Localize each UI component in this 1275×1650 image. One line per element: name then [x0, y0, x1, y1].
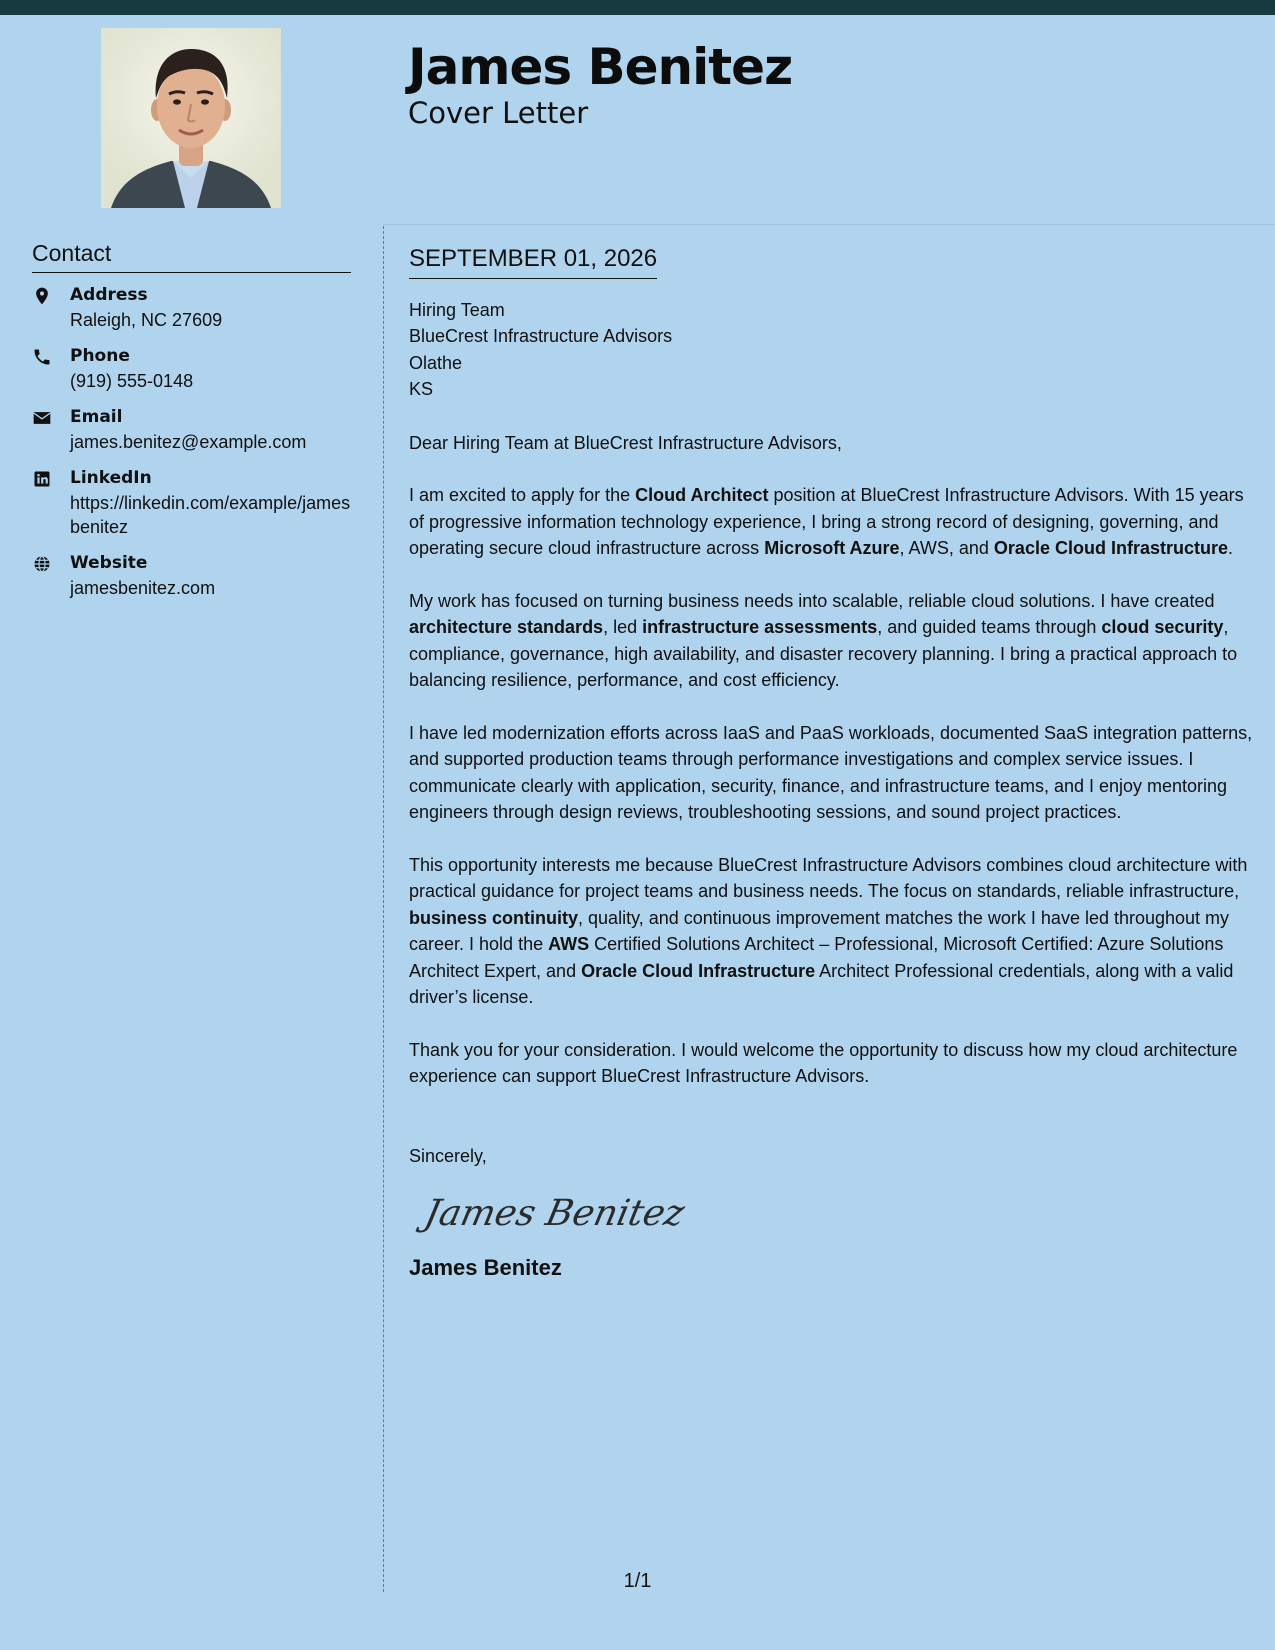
letter-paragraph: I have led modernization efforts across IaaS and PaaS workloads, documented SaaS integration patterns, and supported production teams through performance investigations and complex service issues. I communicate clearly with application, security, finance, and infrastructure teams, and I enjoy mentoring engineers through design reviews, troubleshooting sessions, and sound project practices. [409, 723, 1253, 823]
svg-text:James Benitez: James Benitez [421, 1191, 689, 1235]
header-rule [383, 224, 1275, 225]
page-number: 1/1 [623, 1570, 652, 1592]
bold-keyword: AWS [548, 934, 590, 955]
bold-keyword: business continuity [409, 907, 579, 928]
bold-keyword: Microsoft Azure [764, 538, 900, 559]
contact-label-address: Address [70, 284, 148, 305]
map-pin-icon [32, 283, 70, 332]
linkedin-icon [32, 466, 70, 539]
contact-item-phone [32, 344, 351, 393]
letter-date: SEPTEMBER 01, 2026 [409, 244, 657, 279]
contact-item-email [32, 405, 351, 454]
applicant-name: James Benitez [408, 38, 793, 96]
contact-value-phone: (919) 555-0148 [70, 370, 194, 391]
globe-icon [32, 551, 70, 600]
closing: Sincerely, [409, 1145, 487, 1166]
letter-paragraph: This opportunity interests me because BlueCrest Infrastructure Advisors combines cloud architecture with practical guidance for project teams and business needs. The focus on standards, reliable infrastructure, business continuity, quality, and continuous improvement matches the work I have led throughout my career. I hold the AWS Certified Solutions Architect – Professional, Microsoft Certified: Azure Solutions Architect Expert, and Oracle Cloud Infrastructure Architect Professional credentials, along with a valid driver’s license. [409, 855, 1248, 1008]
contact-item-linkedin [32, 466, 351, 539]
contact-label-email: Email [70, 406, 123, 427]
contact-value-email: james.benitez@example.com [70, 431, 307, 452]
recipient-line: Olathe [409, 352, 463, 373]
bold-keyword: Oracle Cloud Infrastructure [581, 960, 816, 981]
recipient-line: Hiring Team [409, 300, 505, 320]
signed-name: James Benitez [409, 1255, 562, 1281]
bold-keyword: Cloud Architect [635, 485, 769, 506]
column-divider [383, 226, 384, 1592]
letter-paragraph: My work has focused on turning business needs into scalable, reliable cloud solutions. I have created architecture standards, led infrastructure assessments, and guided teams through cloud security, compliance, governance, high availability, and disaster recovery planning. I bring a practical approach to balancing resilience, performance, and cost efficiency. [409, 591, 1238, 691]
envelope-icon [32, 405, 70, 454]
contact-value-linkedin[interactable]: https://linkedin.com/example/jamesbenitez [70, 492, 351, 537]
recipient-block [409, 297, 1254, 403]
document-subtitle: Cover Letter [408, 96, 589, 130]
header [408, 40, 792, 131]
contact-label-phone: Phone [70, 345, 130, 366]
letter-paragraph: I am excited to apply for the Cloud Architect position at BlueCrest Infrastructure Advisors. With 15 years of progressive information technology experience, I bring a strong record of designing, governing, and operating secure cloud infrastructure across Microsoft Azure, AWS, and Oracle Cloud Infrastructure. [409, 485, 1244, 559]
salutation: Dear Hiring Team at BlueCrest Infrastructure Advisors, [409, 432, 842, 453]
contact-label-website: Website [70, 552, 148, 573]
contact-value-website[interactable]: jamesbenitez.com [70, 577, 216, 598]
bold-keyword: architecture standards [409, 617, 604, 638]
recipient-line: BlueCrest Infrastructure Advisors [409, 326, 673, 347]
profile-photo [101, 28, 281, 208]
letter-paragraph: Thank you for your consideration. I would welcome the opportunity to discuss how my cloud architecture experience can support BlueCrest Infrastructure Advisors. [409, 1039, 1238, 1087]
top-bar [0, 0, 1275, 15]
bold-keyword: cloud security [1101, 617, 1224, 638]
contact-sidebar [32, 240, 351, 612]
letter-body [409, 244, 1254, 1283]
contact-item-address [32, 283, 351, 332]
contact-title: Contact [32, 240, 351, 273]
bold-keyword: Oracle Cloud Infrastructure [993, 538, 1228, 559]
signature-image [421, 1187, 1254, 1237]
bold-keyword: infrastructure assessments [642, 617, 878, 638]
contact-label-linkedin: LinkedIn [70, 467, 152, 488]
recipient-line: KS [409, 379, 434, 400]
contact-item-website [32, 551, 351, 600]
contact-value-address: Raleigh, NC 27609 [70, 309, 223, 330]
phone-icon [32, 344, 70, 393]
